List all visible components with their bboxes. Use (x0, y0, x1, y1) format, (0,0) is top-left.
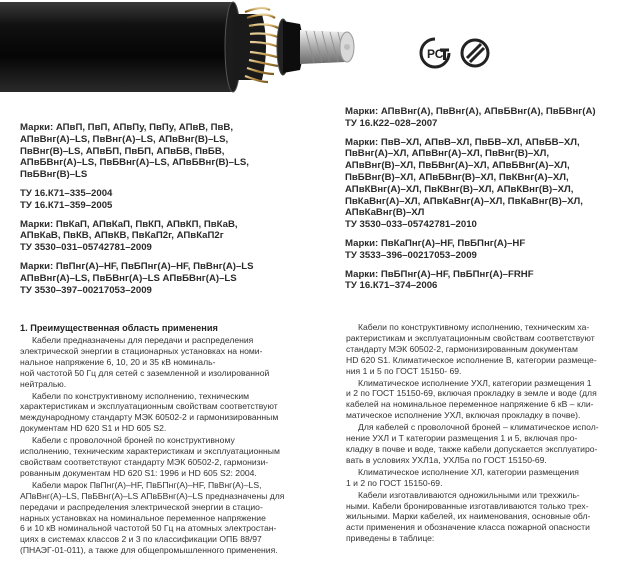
ce-like-circle-icon (458, 36, 492, 70)
paragraph: Кабели с проволочной броней по конструктивному исполнению, техническим характеристикам и эксплуатационным свойствам соответствуют стандарту МЭК 60502-2, гармонизи- рованным документам HD 620 S1: 1996 и HD 605 S2: 2004. (20, 435, 280, 478)
paragraph: Для кабелей с проволочной броней – климатическое испол- нение УХЛ и Т категории размещения 1 и 5, включая про- кладку в почве и воде, также кабели допускается эксплуатиро- вать в условиях УХЛ1а, УХЛ5а по ГОСТ 15150-69. (346, 422, 599, 465)
cable-illustration (0, 0, 380, 95)
paragraph: Кабели по конструктивному исполнению, техническим ха- рактеристикам и эксплуатационным свойствам соответствуют стандарту МЭК 60502-2, гармонизированным документам HD 620 S1. Климатическое исполнение В, категории размеще- ния 1 и 5 по ГОСТ 15150- 69. (346, 322, 597, 376)
paragraph: Климатическое исполнение ХЛ, категории размещения 1 и 2 по ГОСТ 15150-69. (346, 466, 579, 488)
spec-block: ТУ 16.К71–335–2004 ТУ 16.К71–359–2005 (20, 187, 113, 211)
paragraph: Кабели марок ПвПнг(А)–HF, ПвБПнг(А)–HF, ПвВнг(А)–LS, АПвВнг(А)–LS, ПвБВнг(А)–LS АПвБВнг(А)–LS предназначены для передачи и распределения электрической энергии в стацио- нарных установках на номинальное переменное напряжение 6 и 10 кВ номинальной частотой 50 Гц на атомных электростан- циях в системах классов 2 и 3 по классификации ОПБ 88/97 (ПНАЭГ-01-011), а также для общепромышленного применения. (20, 479, 285, 556)
section-title: 1. Преимущественная область применения (20, 323, 218, 333)
paragraph: Кабели изготавливаются одножильными или трехжиль- ными. Кабели бронированные изготавливаются только трех- жильными. Марки кабелей, их наименования, основные обл- асти применения и обозначение класса пожарной опасности приведены в таблице: (346, 489, 591, 544)
paragraph: Климатическое исполнение УХЛ, категории размещения 1 и 2 по ГОСТ 15150-69, включая прокладку в земле и воде (для кабелей на номинальное переменное напряжение 6 кВ – кли- матическое исполнение УХЛ, включая прокладку в почве). (346, 377, 597, 421)
left-body-text (20, 323, 322, 557)
spec-block: Марки: ПвВ–ХЛ, АПвВ–ХЛ, ПвБВ–ХЛ, АПвБВ–ХЛ, ПвВнг(А)–ХЛ, АПвВнг(А)–ХЛ, ПвВнг(В)–ХЛ, АПвВнг(В)–ХЛ, ПвБВнг(А)–ХЛ, АПвБВнг(А)–ХЛ, ПвБВнг(В)–ХЛ, АПвБВнг(В)–ХЛ, ПвКВнг(А)–ХЛ, АПвКВнг(А)–ХЛ, ПвКВнг(В)–ХЛ, АПвКВнг(В)–ХЛ, ПвКаВнг(А)–ХЛ, АПвКаВнг(А)–ХЛ, ПвКаВнг(В)–ХЛ, АПвКаВнг(В)–ХЛ ТУ 3530–033–05742781–2010 (345, 136, 583, 231)
spec-block: Марки: ПвКаП, АПвКаП, ПвКП, АПвКП, ПвКаВ, АПвКаВ, ПвКВ, АПвКВ, ПвКаП2г, АПвКаП2г ТУ 3530–031–05742781–2009 (20, 218, 238, 254)
svg-text:РС: РС (427, 47, 444, 61)
certification-marks (418, 36, 492, 70)
paragraph: Кабели по конструктивному исполнению, техническим характеристикам и эксплуатационным свойствам соответствуют международному стандарту МЭК 60502-2 и гармонизированным документам HD 620 S1 и HD 605 S2. (20, 390, 279, 434)
spec-block: Марки: АПвВнг(А), ПвВнг(А), АПвБВнг(А), ПвБВнг(А) ТУ 16.К22–028–2007 (345, 106, 596, 129)
spec-block: Марки: ПвБПнг(А)–HF, ПвБПнг(А)–FRHF ТУ 16.К71–374–2006 (345, 268, 534, 292)
spec-block: Марки: ПвКаПнг(А)–HF, ПвБПнг(А)–HF ТУ 3533–396–00217053–2009 (345, 237, 526, 261)
rst-mark-icon (418, 36, 452, 70)
right-spec-list (345, 106, 625, 299)
spec-block: Марки: АПвП, ПвП, АПвПу, ПвПу, АПвВ, ПвВ, АПвВнг(А)–LS, ПвВнг(А)–LS, АПвВнг(В)–LS, ПвВнг(В)–LS, АПвБП, ПвБП, АПвБВ, ПвБВ, АПвБВнг(А)–LS, ПвБВнг(А)–LS, АПвБВнг(В)–LS, ПвБВнг(В)–LS (20, 122, 249, 181)
left-spec-list (20, 122, 320, 303)
right-body-text (346, 322, 628, 545)
paragraph: Кабели предназначены для передачи и распределения электрической энергии в стационарных установках на номи- нальное напряжение 6, 10, 20 и 35 кВ номиналь- ной частотой 50 Гц для сетей с заземленной и изолированной нейтралью. (20, 335, 270, 389)
spec-block: Марки: ПвПнг(А)–HF, ПвБПнг(А)–HF, ПвВнг(А)–LS АПвВнг(А)–LS, ПвБВнг(А)–LS АПвБВнг(А)–LS ТУ 3530–397–00217053–2009 (20, 260, 254, 296)
